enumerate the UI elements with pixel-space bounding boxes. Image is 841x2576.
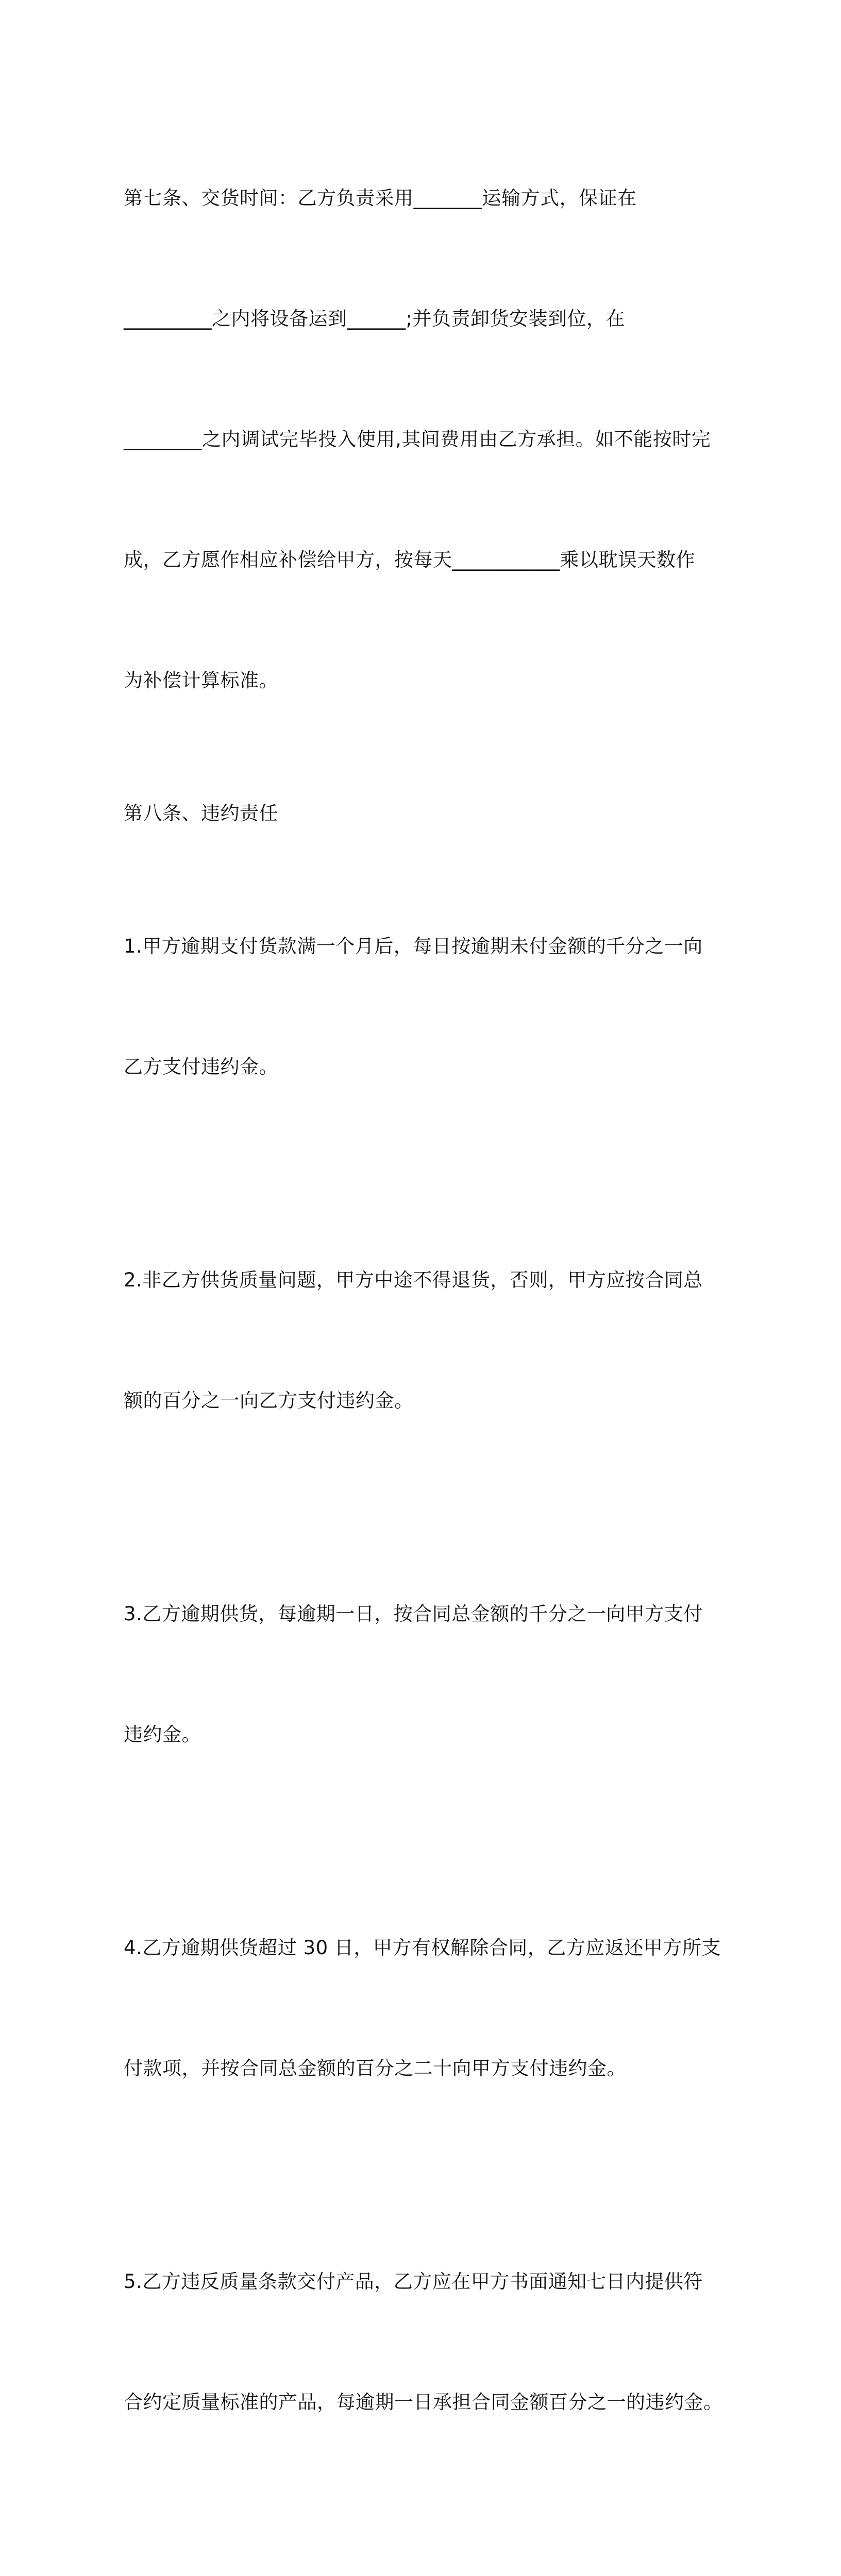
article-8-heading: 第八条、违约责任 — [124, 802, 278, 824]
breach-item-2-line-1: 2.非乙方供货质量问题，甲方中途不得退货，否则，甲方应按合同总 — [124, 1269, 703, 1291]
breach-item-3 — [124, 1514, 716, 1835]
breach-item-1 — [124, 846, 716, 1167]
document-content — [124, 98, 723, 2576]
breach-item-5-line-2: 合约定质量标准的产品，每逾期一日承担合同金额百分之一的违约金。 — [124, 2391, 723, 2413]
breach-item-3-line-1: 3.乙方逾期供货，每逾期一日，按合同总金额的千分之一向甲方支付 — [124, 1603, 703, 1625]
breach-item-4-line-1: 4.乙方逾期供货超过 30 日，甲方有权解除合同，乙方应返还甲方所支 — [124, 1937, 721, 1959]
article-7-line-2: _________之内将设备运到______;并负责卸货安装到位，在 — [124, 308, 625, 330]
breach-item-5-line-1: 5.乙方违反质量条款交付产品，乙方应在甲方书面通知七日内提供符 — [124, 2270, 703, 2293]
breach-item-2-line-2: 额的百分之一向乙方支付违约金。 — [124, 1389, 414, 1412]
article-7-line-3: ________之内调试完毕投入使用,其间费用由乙方承担。如不能按时完 — [124, 428, 711, 450]
breach-item-5 — [124, 2181, 723, 2503]
force-majeure-paragraph — [124, 2515, 716, 2576]
article-7-paragraph — [124, 98, 716, 781]
breach-item-4 — [124, 1848, 721, 2169]
article-7-line-1: 第七条、交货时间：乙方负责采用_______运输方式，保证在 — [124, 187, 637, 209]
breach-item-1-line-1: 1.甲方逾期支付货款满一个月后，每日按逾期未付金额的千分之一向 — [124, 935, 703, 957]
breach-item-4-line-2: 付款项，并按合同总金额的百分之二十向甲方支付违约金。 — [124, 2057, 626, 2079]
breach-item-2 — [124, 1180, 716, 1501]
breach-item-3-line-2: 违约金。 — [124, 1723, 201, 1745]
article-7-line-5: 为补偿计算标准。 — [124, 669, 278, 691]
article-7-line-4: 成，乙方愿作相应补偿给甲方，按每天___________乘以耽误天数作 — [124, 549, 695, 571]
breach-item-1-line-2: 乙方支付违约金。 — [124, 1056, 278, 1078]
